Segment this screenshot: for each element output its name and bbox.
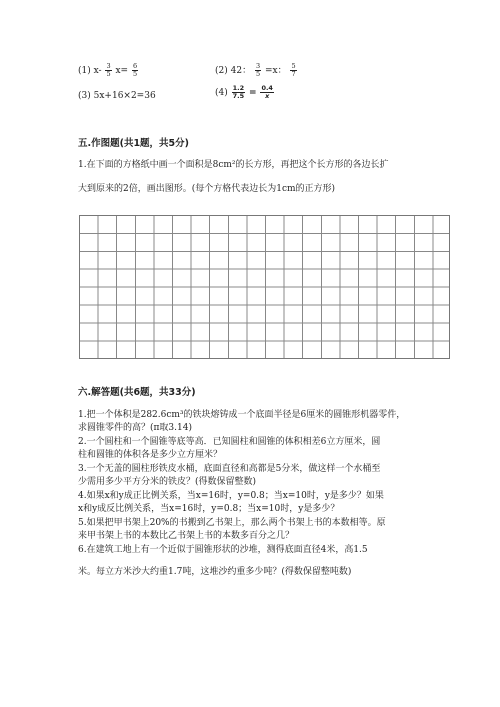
equation-1 bbox=[78, 63, 139, 78]
section-6-title: 六.解答题(共6题，共33分) bbox=[78, 387, 196, 398]
equation-4 bbox=[215, 85, 275, 100]
section-6-line: 5.如果把甲书架上20%的书搬到乙书架上，那么两个书架上书的本数相等。原 bbox=[78, 518, 386, 528]
grid-paper[interactable] bbox=[79, 215, 450, 359]
section-6-line: 柱和圆锥的体积各是多少立方厘米？ bbox=[78, 450, 223, 460]
section-6-line: 1.把一个体积是282.6cm³的铁块熔铸成一个底面半径是6厘米的圆锥形机器零件， bbox=[78, 410, 406, 420]
section-6-line: 求圆锥零件的高？(π取3.14) bbox=[78, 423, 192, 433]
section-6-line: 4.如果x和y成正比例关系，当x=16时，y=0.8；当x=10时，y是多少？如果 bbox=[78, 491, 384, 501]
equation-label: (3) bbox=[78, 91, 91, 101]
section-6-line: x和y成反比例关系，当x=16时，y=0.8；当x=10时，y是多少？ bbox=[78, 504, 340, 514]
equation-text: = bbox=[249, 88, 257, 98]
equation-text: 5x+16×2=36 bbox=[93, 91, 156, 101]
equation-label: (1) bbox=[78, 66, 91, 76]
section-6-line: 少需用多少平方分米的铁皮？(得数保留整数) bbox=[78, 477, 257, 487]
equation-2 bbox=[215, 63, 298, 78]
equation-text: =x： bbox=[264, 66, 287, 76]
section-6-line: 2.一个圆柱和一个圆锥等底等高．已知圆柱和圆锥的体积相差6立方厘米，圆 bbox=[78, 437, 381, 447]
fraction: $\frac{0.4}{x}$ bbox=[261, 84, 273, 100]
section-5-question-line: 大到原来的2倍，画出图形。(每个方格代表边长为1cm的正方形) bbox=[78, 184, 336, 194]
equation-text: 42： bbox=[230, 66, 252, 76]
equation-text: x= bbox=[115, 66, 129, 76]
equation-text: x- bbox=[93, 66, 102, 76]
equation-label: (2) bbox=[215, 66, 228, 76]
section-5-title: 五.作图题(共1题，共5分) bbox=[78, 138, 190, 149]
fraction: $\frac{3}{5}$ bbox=[255, 62, 261, 78]
section-6-line: 6.在建筑工地上有一个近似于圆锥形状的沙堆，测得底面直径4米，高1.5 bbox=[78, 545, 368, 555]
fraction: $\frac{5}{7}$ bbox=[291, 62, 296, 78]
section-6-line: 来甲书架上书的本数比乙书架上书的本数多百分之几？ bbox=[78, 531, 295, 541]
fraction: $\frac{6}{5}$ bbox=[132, 62, 138, 78]
fraction: $\frac{1.2}{7.5}$ bbox=[232, 84, 245, 100]
equation-label: (4) bbox=[215, 88, 228, 98]
section-6-line: 3.一个无盖的圆柱形铁皮水桶，底面直径和高都是5分米，做这样一个水桶至 bbox=[78, 464, 381, 474]
equation-3 bbox=[78, 91, 156, 101]
section-6-line: 米。每立方米沙大约重1.7吨，这堆沙约重多少吨？(得数保留整吨数) bbox=[78, 567, 352, 577]
section-5-question-line: 1.在下面的方格纸中画一个面积是8cm²的长方形，再把这个长方形的各边长扩 bbox=[78, 160, 389, 170]
fraction: $\frac{3}{5}$ bbox=[106, 62, 111, 78]
